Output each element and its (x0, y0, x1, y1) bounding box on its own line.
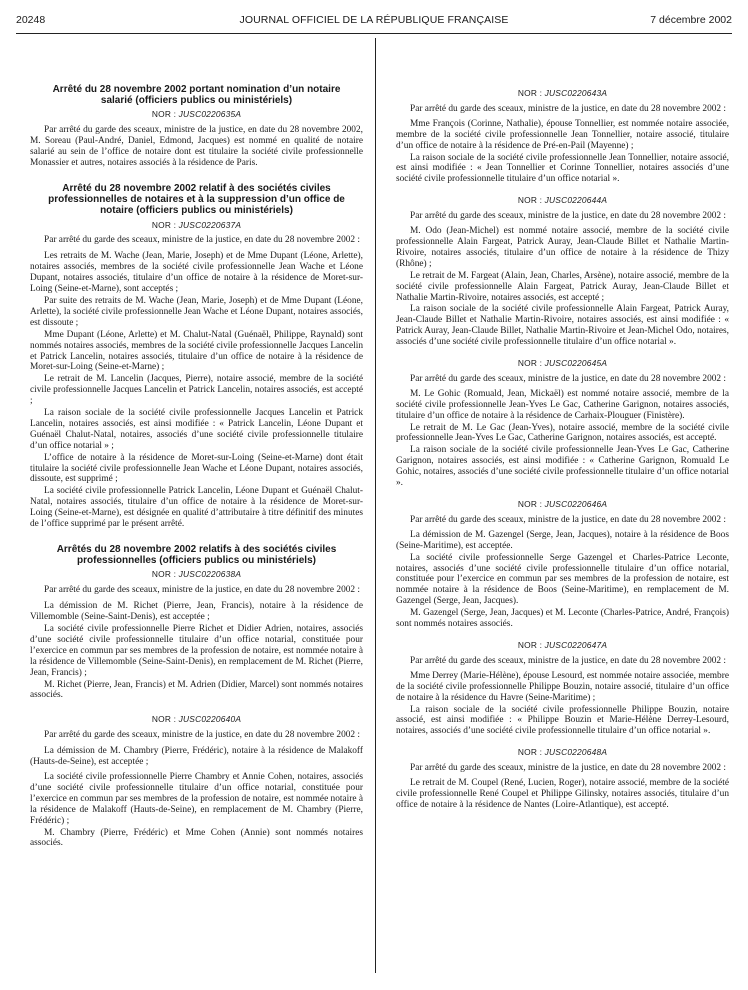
paragraph: La raison sociale de la société civile professionnelle Philippe Bouzin, notaire associé, est ainsi modifiée : « Philippe Bouzin et Marie-Hélène Derrey-Lesourd, notaires, associés d’une société civile professionnelle titulaire d’un office notarial ». (396, 704, 729, 737)
decree-title: Arrêtés du 28 novembre 2002 relatifs à des sociétés civiles professionnelles (officiers publics ou ministériels) (56, 544, 337, 567)
nor-reference (396, 195, 729, 206)
paragraph: Par arrêté du garde des sceaux, ministre de la justice, en date du 28 novembre 2002 : (44, 730, 361, 741)
paragraph: Mme François (Corinne, Nathalie), épouse Tonnellier, est nommée notaire associée, membre de la société civile professionnelle Jean Tonnellier, notaire associé, titulaire d’un office de notaire à la résidence de Pré-en-Pail (Mayenne) ; (396, 118, 729, 151)
paragraph: La démission de M. Chambry (Pierre, Frédéric), notaire à la résidence de Malakoff (Hauts-de-Seine), est acceptée ; (30, 746, 363, 768)
nor-label: NOR : (517, 88, 545, 98)
decree-section (30, 183, 363, 530)
paragraph: M. Odo (Jean-Michel) est nommé notaire associé, membre de la société civile professionnelle Alain Fargeat, Patrick Auray, Jean-Claude Billet et Nathalie Martin-Rivoire, notaires associés, titulaire d’un office de notaire à la résidence de Thizy (Rhône) ; (396, 226, 729, 269)
nor-label: NOR : (517, 358, 545, 369)
nor-code: JUSC0220638A (178, 569, 242, 580)
paragraph: L’office de notaire à la résidence de Moret-sur-Loing (Seine-et-Marne) dont était titulaire la société civile professionnelle Jean Wache et Léone Dupant, notaires associés, dissoute, est supprimé ; (30, 452, 363, 485)
nor-code: JUSC0220645A (544, 358, 608, 369)
nor-code: JUSC0220648A (544, 747, 608, 758)
paragraph: La société civile professionnelle Patrick Lancelin, Léone Dupant et Guénaël Chalut-Natal, notaires associés, titulaire d’un office de notaire à la résidence de Moret-sur-Loing (Seine-et-Marne), est désignée en qualité d’attributaire à titre définitif des minutes de l’office supprimé par le présent arrêté. (30, 486, 363, 530)
nor-code: JUSC0220635A (178, 109, 242, 120)
paragraph: Le retrait de M. Fargeat (Alain, Jean, Charles, Arsène), notaire associé, membre de la société civile professionnelle Alain Fargeat, Patrick Auray, Jean-Claude Billet et Nathalie Martin-Rivoire, notaires associés, est accepté ; (396, 270, 729, 303)
paragraph: Le retrait de M. Le Gac (Jean-Yves), notaire associé, membre de la société civile professionnelle Jean-Yves Le Gac, Catherine Garignon, notaires associés, est accepté. (396, 422, 729, 444)
nor-reference (30, 569, 363, 580)
issue-date: 7 décembre 2002 (650, 14, 732, 26)
paragraph: M. Le Gohic (Romuald, Jean, Mickaël) est nommé notaire associé, membre de la société civile professionnelle Jean-Yves Le Gac, Catherine Garignon, notaires associés, titulaire d’un office de notaire à la résidence de Carhaix-Plouguer (Finistère). (396, 388, 729, 421)
nor-reference (396, 88, 729, 99)
nor-reference (396, 747, 729, 758)
paragraph: Les retraits de M. Wache (Jean, Marie, Joseph) et de Mme Dupant (Léone, Arlette), notaires associés, membres de la société civile professionnelle Jean Wache et Léone Dupant, notaires associés, titulaire d’un office de notaire à la résidence de Moret-sur-Loing (Seine-et-Marne), sont acceptés ; (30, 251, 363, 295)
paragraph: La société civile professionnelle Serge Gazengel et Charles-Patrice Leconte, notaires, associés d’une société civile professionnelle titulaire d’un office notarial, constituée pour l’exercice en commun par ses membres de la profession de notaire, est nommée notaire à la résidence de Boos (Seine-Maritime), en remplacement de M. Gazengel (Serge, Jean, Jacques). (396, 552, 729, 607)
paragraph: Par arrêté du garde des sceaux, ministre de la justice, en date du 28 novembre 2002 : (410, 514, 727, 525)
nor-label: NOR : (517, 195, 545, 206)
decree-section (396, 499, 729, 630)
decree-section (396, 640, 729, 737)
paragraph: La raison sociale de la société civile professionnelle Jacques Lancelin et Patrick Lancelin, notaires associés, est ainsi modifiée : « Patrick Lancelin, Léone Dupant et Guénaël Chalut-Natal, notaires, associés d’une société civile professionnelle titulaire d’un office notarial » ; (30, 408, 363, 451)
decree-section (396, 358, 729, 489)
paragraph: M. Gazengel (Serge, Jean, Jacques) et M. Leconte (Charles-Patrice, André, François) sont nommés notaires associés. (396, 608, 729, 630)
page-header (16, 12, 732, 32)
paragraph: Par arrêté du garde des sceaux, ministre de la justice, en date du 28 novembre 2002 : (410, 373, 727, 384)
decree-section (30, 84, 363, 169)
nor-label: NOR : (151, 109, 179, 120)
paragraph: Par arrêté du garde des sceaux, ministre de la justice, en date du 28 novembre 2002 : (44, 585, 361, 596)
left-column (30, 84, 363, 850)
paragraph: Par arrêté du garde des sceaux, ministre de la justice, en date du 28 novembre 2002 : (44, 235, 361, 246)
decree-section (396, 195, 729, 348)
paragraph: La raison sociale de la société civile professionnelle Alain Fargeat, Patrick Auray, Jean-Claude Billet et Nathalie Martin-Rivoire, notaires associés, est ainsi modifiée : « Patrick Auray, Jean-Claude Billet, Nathalie Martin-Rivoire et Jean-Michel Odo, notaires, associés d’une société civile professionnelle titulaire d’un office notarial ». (396, 304, 729, 348)
paragraph: Par arrêté du garde des sceaux, ministre de la justice, en date du 28 novembre 2002 : (410, 655, 727, 666)
nor-reference (30, 220, 363, 231)
paragraph: La démission de M. Gazengel (Serge, Jean, Jacques), notaire à la résidence de Boos (Seine-Maritime), est acceptée. (396, 529, 729, 551)
paragraph: Mme Derrey (Marie-Hélène), épouse Lesourd, est nommée notaire associée, membre de la société civile professionnelle Philippe Bouzin, notaire associé, titulaire d’un office de notaire à la résidence du Havre (Seine-Maritime) ; (396, 670, 729, 703)
paragraph: La raison sociale de la société civile professionnelle Jean Tonnellier, notaire associé, est ainsi modifiée : « Jean Tonnellier et Corinne Tonnellier, notaires associés d’une société civile professionnelle titulaire d’un office notarial ». (396, 152, 729, 185)
paragraph: M. Richet (Pierre, Jean, Francis) et M. Adrien (Didier, Marcel) sont nommés notaires associés. (30, 679, 363, 701)
nor-code: JUSC0220643A (544, 88, 608, 98)
nor-label: NOR : (151, 569, 179, 580)
header-rule (16, 33, 732, 34)
nor-reference (396, 640, 729, 651)
paragraph: Par arrêté du garde des sceaux, ministre de la justice, en date du 28 novembre 2002 : (410, 103, 727, 114)
decree-section (396, 88, 729, 185)
nor-label: NOR : (151, 219, 179, 230)
paragraph: La démission de M. Richet (Pierre, Jean, Francis), notaire à la résidence de Villemomble (Seine-Saint-Denis), est acceptée ; (30, 601, 363, 623)
nor-code: JUSC0220647A (544, 639, 608, 650)
paragraph: Le retrait de M. Lancelin (Jacques, Pierre), notaire associé, membre de la société civile professionnelle Jacques Lancelin et Patrick Lancelin, notaires associés, est accepté ; (30, 374, 363, 407)
decree-title: Arrêté du 28 novembre 2002 portant nomination d’un notaire salarié (officiers publics ou ministériels) (52, 84, 341, 107)
nor-code: JUSC0220646A (544, 499, 608, 509)
nor-code: JUSC0220637A (178, 219, 242, 230)
paragraph: Par suite des retraits de M. Wache (Jean, Marie, Joseph) et de Mme Dupant (Léone, Arlette), la société civile professionnelle Jean Wache et Léone Dupant, notaires associés, est dissoute ; (30, 295, 363, 328)
paragraph: La société civile professionnelle Pierre Chambry et Annie Cohen, notaires, associés d’une société civile professionnelle titulaire d’un office notarial, constituée pour l’exercice en commun par ses membres de la profession de notaire, est nommée notaire à la résidence de Malakoff (Hauts-de-Seine), en remplacement de M. Chambry (Pierre, Frédéric) ; (30, 772, 363, 826)
paragraph: Par arrêté du garde des sceaux, ministre de la justice, en date du 28 novembre 2002 : (410, 211, 727, 222)
paragraph: M. Chambry (Pierre, Frédéric) et Mme Cohen (Annie) sont nommés notaires associés. (30, 827, 363, 849)
paragraph: Mme Dupant (Léone, Arlette) et M. Chalut-Natal (Guénaël, Philippe, Raynald) sont nommés notaires associés, membres de la société civile professionnelle Jacques Lancelin et Patrick Lancelin, notaires associés, titulaire d’un office de notaire à la résidence de Moret-sur-Loing (Seine-et-Marne) ; (30, 329, 363, 373)
nor-label: NOR : (517, 499, 545, 509)
right-column (396, 88, 729, 812)
journal-title: JOURNAL OFFICIEL DE LA RÉPUBLIQUE FRANÇAISE (239, 14, 509, 26)
nor-reference (30, 109, 363, 120)
nor-label: NOR : (517, 639, 545, 650)
page-number: 20248 (16, 14, 46, 26)
paragraph: Le retrait de M. Coupel (René, Lucien, Roger), notaire associé, membre de la société civile professionnelle René Coupel et Philippe Gilinsky, notaires associés, titulaire d’un office de notaire à la résidence de Nantes (Loire-Atlantique), est accepté. (396, 778, 729, 810)
decree-section (396, 747, 729, 811)
nor-reference (30, 714, 363, 725)
nor-label: NOR : (151, 714, 179, 725)
nor-reference (396, 499, 729, 510)
nor-code: JUSC0220640A (178, 714, 242, 725)
paragraph: Par arrêté du garde des sceaux, ministre de la justice, en date du 28 novembre 2002 : (410, 763, 727, 774)
paragraph: La société civile professionnelle Pierre Richet et Didier Adrien, notaires, associés d’une société civile professionnelle titulaire d’un office notarial, constituée pour l’exercice en commun par ses membres de la profession de notaire, est nommée notaire à la résidence de Villemomble (Seine-Saint-Denis), en remplacement de M. Richet (Pierre, Jean, Francis) ; (30, 624, 363, 678)
decree-title: Arrêté du 28 novembre 2002 relatif à des sociétés civiles professionnelles de notaires et à la suppression d’un office de notaire (officiers publics ou ministériels) (48, 182, 345, 217)
paragraph: Par arrêté du garde des sceaux, ministre de la justice, en date du 28 novembre 2002, M. Soreau (Paul-André, Daniel, Edmond, Jacques) est nommé en qualité de notaire salarié au sein de l’office de notaire dont est titulaire la société civile professionnelle Monassier et autres, notaires associés à la résidence de Paris. (30, 125, 363, 169)
nor-code: JUSC0220644A (544, 195, 608, 206)
nor-reference (396, 358, 729, 369)
column-divider (375, 38, 376, 973)
nor-label: NOR : (517, 747, 545, 758)
decree-section (30, 544, 363, 701)
paragraph: La raison sociale de la société civile professionnelle Jean-Yves Le Gac, Catherine Garignon, notaires associés, est ainsi modifiée : « Catherine Garignon, Romuald Le Gohic, notaires, associés d’une société civile professionnelle titulaire d’un office notarial ». (396, 445, 729, 489)
decree-section (30, 714, 363, 849)
